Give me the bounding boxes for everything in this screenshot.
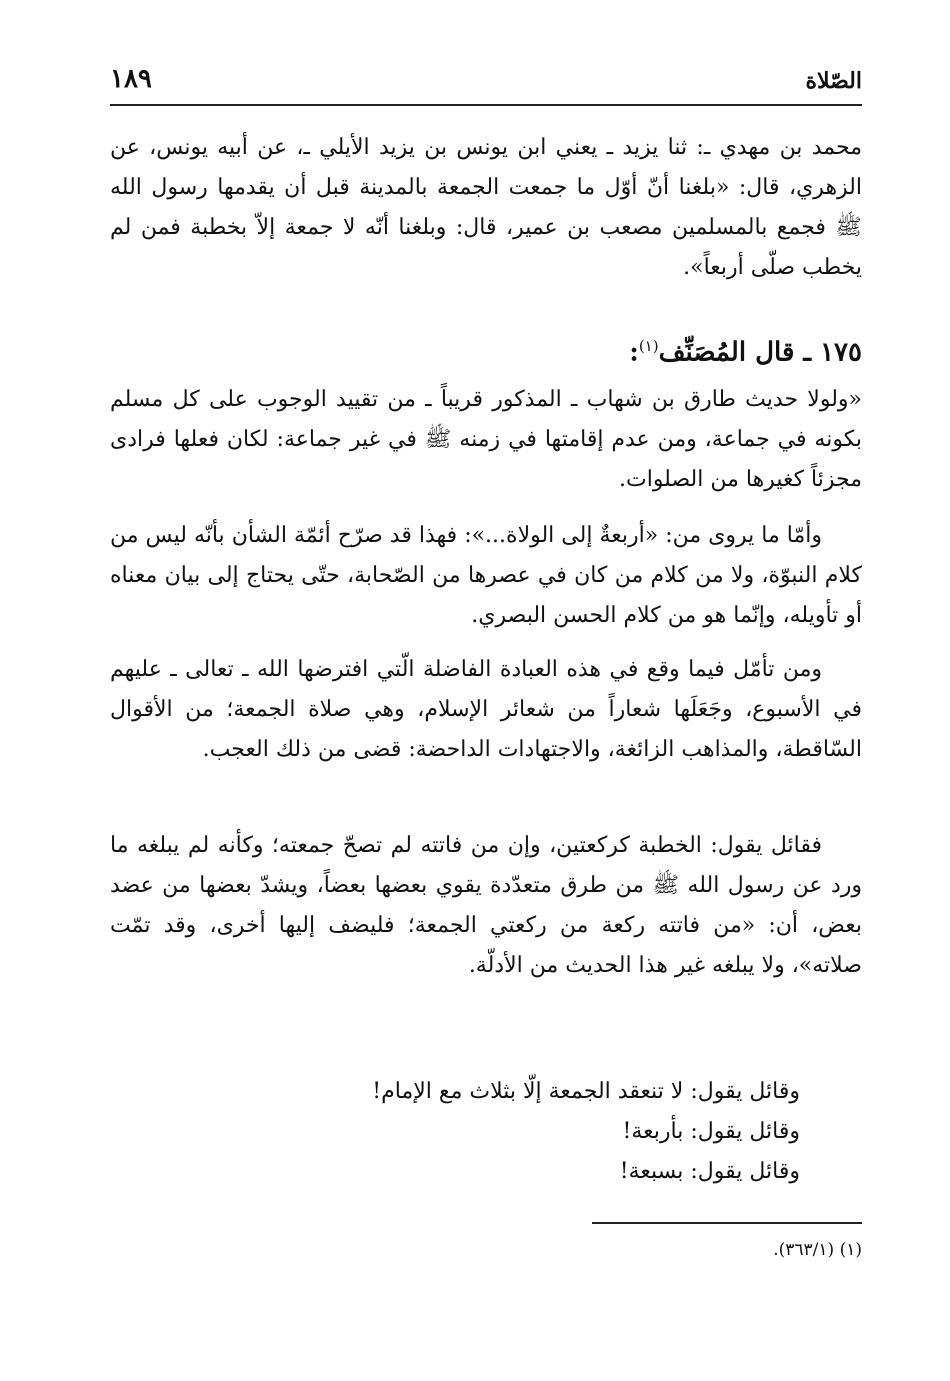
footnote-reference[interactable]: (١) — [638, 337, 659, 355]
paragraph-hadith-continuation: محمد بن مهدي ـ: ثنا يزيد ـ يعني ابن يونس بن يزيد الأيلي ـ، عن أبيه يونس، عن الزهري، قال: «بلغنا أنّ أوّل ما جمعت الجمعة بالمدينة قبل أن يقدمها رسول الله ﷺ فجمع بالمسلمين مصعب بن عمير، قال: وبلغنا أنّه لا جمعة إلاّ بخطبة فمن لم يخطب صلّى أربعاً». — [110, 135, 862, 280]
paragraph-tariq-hadith: «ولولا حديث طارق بن شهاب ـ المذكور قريباً ـ من تقييد الوجوب على كل مسلم بكونه في جماعة، ومن عدم إقامتها في زمنه ﷺ في غير جماعة: لكان فعلها فرادى مجزئاً كغيرها من الصلوات. — [110, 387, 862, 492]
header-rule — [110, 104, 862, 106]
section-heading-text: ١٧٥ ـ قال المُصَنِّف — [658, 337, 862, 368]
section-heading-colon: : — [629, 337, 639, 368]
page-number: ١٨٩ — [110, 64, 152, 94]
running-title: الصّلاة — [805, 68, 862, 94]
paragraph-reflection: ومن تأمّل فيما وقع في هذه العبادة الفاضلة الّتي افترضها الله ـ تعالى ـ عليهم في الأسبوع، وجَعَلَها شعاراً من شعائر الإسلام، وهي صلاة الجمعة؛ من الأقوال السّاقطة، والمذاهب الزائغة، والاجتهادات الداحضة: قضى من ذلك العجب. — [110, 657, 862, 762]
paragraph-four-to-rulers: وأمّا ما يروى من: «أربعةٌ إلى الولاة...»: فهذا قد صرّح أئمّة الشأن بأنّه ليس من كلام النبوّة، ولا من كلام من كان في عصرها من الصّحابة، حتّى يحتاج إلى بيان معناه أو تأويله، وإنّما هو من كلام الحسن البصري. — [110, 523, 862, 628]
footnote-rule — [592, 1222, 862, 1224]
paragraph-khutba-opinion: فقائل يقول: الخطبة كركعتين، وإن من فاتته لم تصحّ جمعته؛ وكأنه لم يبلغه ما ورد عن رسول الله ﷺ من طرق متعدّدة يقوي بعضها بعضاً، ويشدّ بعضها من عضد بعض، أن: «من فاتته ركعة من ركعتي الجمعة؛ فليضف إليها أخرى، وقد تمّت صلاته»، ولا يبلغه غير هذا الحديث من الأدلّة. — [110, 833, 862, 978]
opinion-line-four: وقائل يقول: بأربعة! — [622, 1119, 800, 1144]
opinion-line-seven: وقائل يقول: بسبعة! — [619, 1159, 800, 1184]
section-heading — [110, 326, 862, 373]
page-header — [110, 60, 862, 100]
footnote: (١) (٣٦٣/١). — [773, 1240, 862, 1260]
opinion-line-three: وقائل يقول: لا تنعقد الجمعة إلّا بثلاث مع الإمام! — [372, 1079, 800, 1104]
